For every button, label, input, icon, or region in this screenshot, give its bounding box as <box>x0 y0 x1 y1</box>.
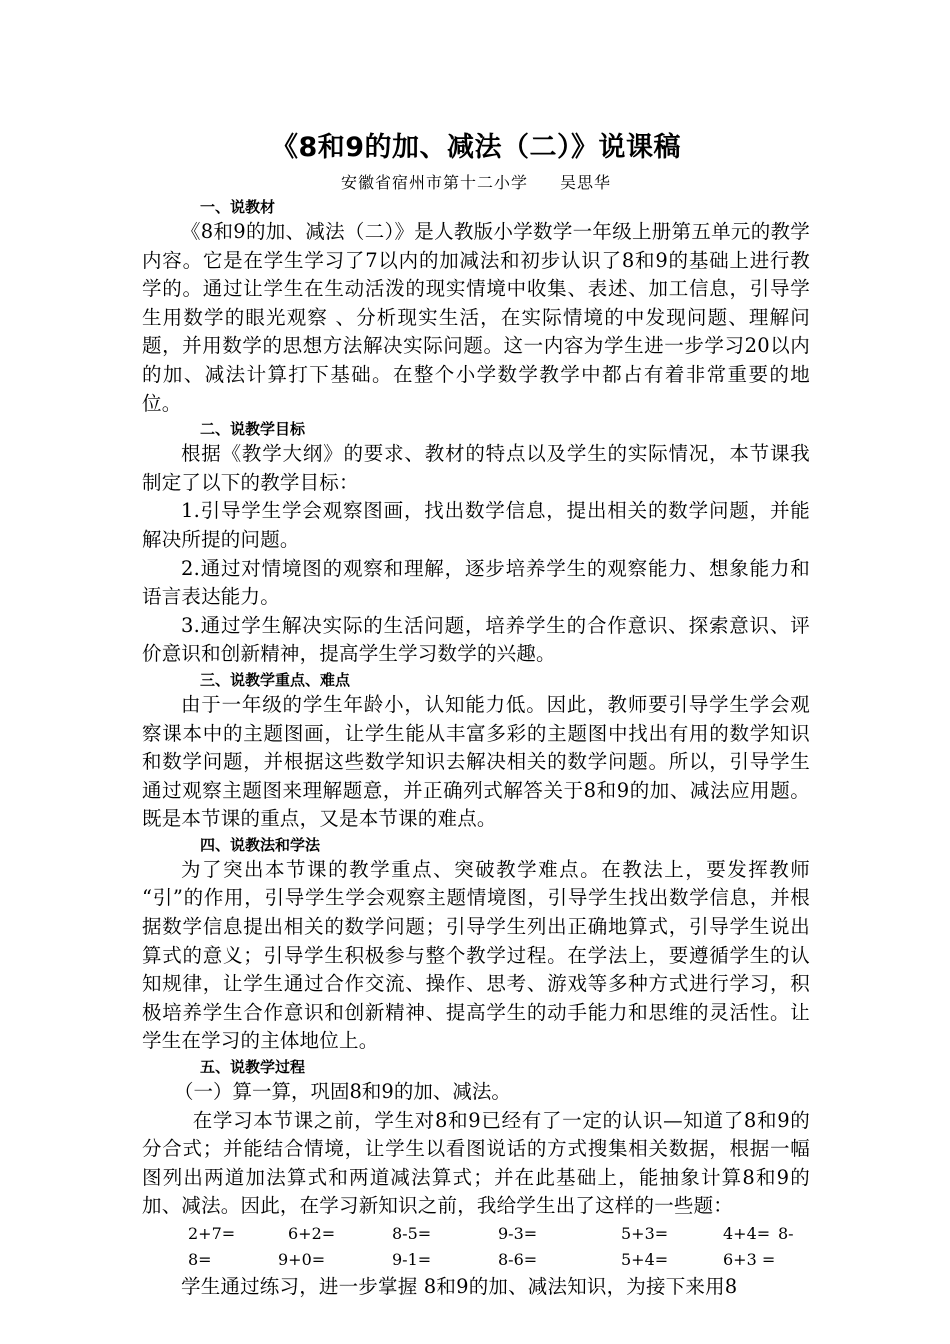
author-line <box>142 170 810 196</box>
exercise-row-2 <box>142 1247 810 1273</box>
section-5-paragraph: 在学习本节课之前，学生对8和9已经有了一定的认识—知道了8和9的分合式；并能结合情境，让学生以看图说话的方式搜集相关数据，根据一幅图列出两道加法算式和两道减法算式；并在此基础上，能抽象计算8和9的加、减法。因此，在学习新知识之前，我给学生出了这样的一些题： <box>142 1108 810 1218</box>
teaching-goal-1: 1.引导学生学会观察图画，找出数学信息，提出相关的数学问题，并能解决所提的问题。 <box>142 499 810 551</box>
exercise-item: 6+3 = <box>723 1250 776 1269</box>
section-5-paragraph-2: 学生通过练习，进一步掌握 8和9的加、减法知识，为接下来用8 <box>181 1275 738 1298</box>
section-heading-4: 四、说教法和学法 <box>200 835 321 854</box>
teaching-goal-3: 3.通过学生解决实际的生活问题，培养学生的合作意识、探索意识、评价意识和创新精神，提高学生学习数学的兴趣。 <box>142 613 810 666</box>
teaching-goal-2: 2.通过对情境图的观察和理解，逐步培养学生的观察能力、想象能力和语言表达能力。 <box>142 556 810 609</box>
exercise-item: 5+4= <box>621 1250 669 1269</box>
author-name: 吴思华 <box>560 173 612 192</box>
exercise-item: 8-6= <box>498 1250 538 1269</box>
exercise-item: 8- <box>778 1224 794 1243</box>
section-3-paragraph: 由于一年级的学生年龄小，认知能力低。因此，教师要引导学生学会观察课本中的主题图画，让学生能从丰富多彩的主题图中找出有用的数学知识和数学问题，并根据这些数学知识去解决相关的数学问题。所以，引导学生通过观察主题图来理解题意，并正确列式解答关于8和9的加、减法应用题。既是本节课的重点，又是本节课的难点。 <box>142 692 810 831</box>
subsection-1-heading: （一）算一算，巩固8和9的加、减法。 <box>174 1080 511 1104</box>
exercise-item: 6+2= <box>288 1224 336 1243</box>
section-1-paragraph: 《8和9的加、减法（二）》是人教版小学数学一年级上册第五单元的教学内容。它是在学生学习了7以内的加减法和初步认识了8和9的基础上进行教学的。通过让学生在生动活泼的现实情境中收集、表述、加工信息，引导学生用数学的眼光观察 、分析现实生活，在实际情境的中发现问题、理解问题，并用数学的思想方法解决实际问题。这一内容为学生进一步学习20以内的加、减法计算打下基础。在整个小学数学教学中都占有着非常重要的地位。 <box>142 220 810 415</box>
exercise-item: 8-5= <box>392 1224 432 1243</box>
exercise-item: 9-1= <box>392 1250 432 1269</box>
section-heading-3: 三、说教学重点、难点 <box>200 670 351 689</box>
document-title: 《8和9的加、减法（二）》说课稿 <box>270 132 682 163</box>
section-heading-2: 二、说教学目标 <box>200 420 306 439</box>
section-heading-1: 一、说教材 <box>200 198 276 216</box>
exercise-item: 5+3= <box>621 1224 669 1243</box>
exercise-item: 9-3= <box>498 1224 538 1243</box>
document-page <box>142 128 810 1302</box>
section-heading-5: 五、说教学过程 <box>200 1058 306 1077</box>
exercise-row-1 <box>142 1221 810 1247</box>
exercise-item: 8= <box>188 1250 212 1269</box>
exercise-item: 9+0= <box>278 1250 326 1269</box>
exercise-item: 4+4= <box>723 1224 771 1243</box>
exercise-item: 2+7= <box>188 1224 236 1243</box>
section-4-paragraph: 为了突出本节课的教学重点、突破教学难点。在教法上，要发挥教师 “引”的作用，引导学生学会观察主题情境图，引导学生找出数学信息，并根据数学信息提出相关的数学问题；引导学生列出正确地算式，引导学生说出算式的意义；引导学生积极参与整个教学过程。在学法上，要遵循学生的认知规律，让学生通过合作交流、操作、思考、游戏等多种方式进行学习，积极培养学生合作意识和创新精神、提高学生的动手能力和思维的灵活性。让学生在学习的主体地位上。 <box>142 857 810 1053</box>
author-school: 安徽省宿州市第十二小学 <box>340 173 528 192</box>
section-2-paragraph: 根据《教学大纲》的要求、教材的特点以及学生的实际情况，本节课我制定了以下的教学目标： <box>142 442 810 494</box>
